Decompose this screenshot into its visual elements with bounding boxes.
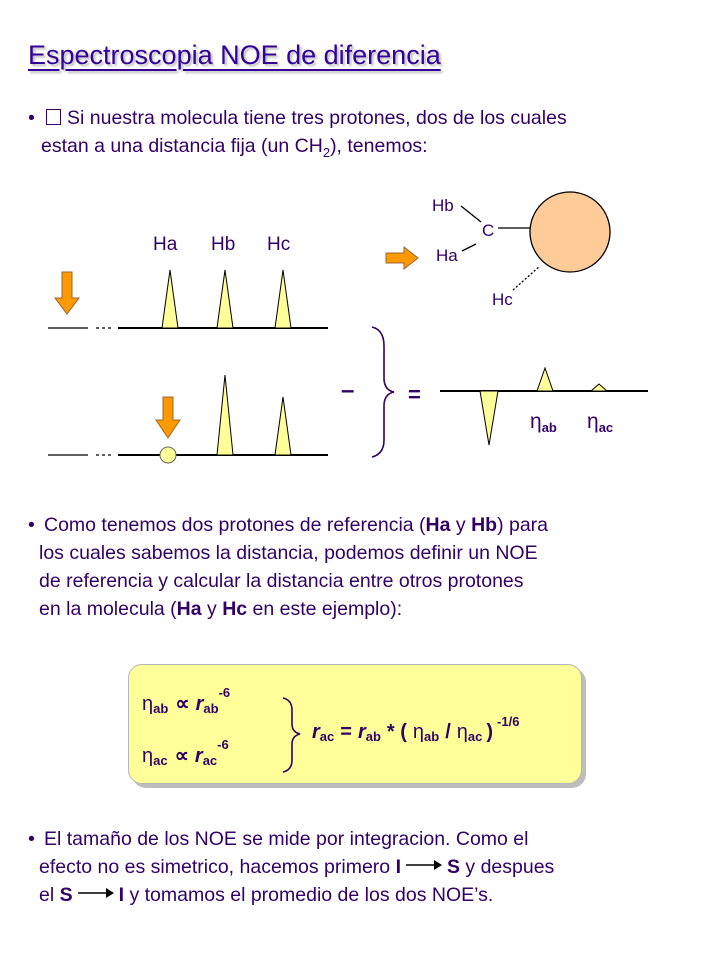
- irradiation-arrow-icon: [156, 397, 180, 438]
- atom-ha: Ha: [436, 246, 458, 265]
- equations: [128, 664, 580, 782]
- proportion-ac: ηac ∝ rac$^{-6}$: [142, 737, 229, 768]
- reference-spectrum: [48, 270, 328, 328]
- peak-label-hc: Hc: [267, 234, 291, 255]
- intro-line-2: estan a una distancia fija (un $CH_2$), tenemos:: [41, 135, 428, 160]
- noe-peak-ac: [591, 384, 607, 391]
- molecule-drawing: [386, 192, 610, 309]
- page-title: Espectroscopia NOE de diferencia: [28, 40, 441, 70]
- equals-sign: =: [408, 382, 421, 407]
- integration-paragraph: • El tamaño de los NOE se mide por integracion. Como el efecto no es simetrico, hacemos primero I S y despues el S I y tomamos el promedio de los dos NOE’s.: [28, 828, 555, 906]
- atom-hb: Hb: [432, 196, 454, 215]
- eta-ac-label: ηac: [587, 410, 614, 435]
- irradiation-arrow-icon: [55, 272, 79, 314]
- minus-sign: –: [341, 377, 355, 404]
- reference-paragraph: • Como tenemos dos protones de referencia (Ha y Hb) para los cuales sabemos la distancia, podemos definir un NOE de referencia y calcular la distancia entre otros protones en la molecula (Ha y Hc en este ejemplo):: [28, 514, 549, 620]
- peak-hc-enhanced: [275, 397, 291, 455]
- peak-label-hb: Hb: [211, 234, 236, 255]
- atom-c: C: [482, 221, 495, 240]
- peak-label-ha: Ha: [153, 234, 178, 255]
- peak-ha: [162, 270, 178, 328]
- checkbox-glyph-icon: [46, 109, 61, 125]
- proportion-ab: ηab ∝ rab$^{-6}$: [142, 685, 231, 716]
- distance-equation: rac = rab * ( ηab / ηac ) $^{-1/6}$: [312, 714, 520, 744]
- intro-paragraph: [28, 104, 567, 167]
- peak-hb-enhanced: [217, 375, 233, 455]
- equation-brace: [283, 698, 300, 772]
- brace: [372, 327, 394, 457]
- arrow-right-icon: [405, 858, 443, 872]
- irradiated-spectrum: [48, 375, 328, 463]
- eta-ab-label: ηab: [530, 410, 557, 435]
- arrow-right-icon: [77, 886, 115, 900]
- intro-line-1: • Si nuestra molecula tiene tres protones, dos de los cuales: [28, 107, 567, 129]
- irradiation-arrow-icon: [386, 247, 418, 269]
- noe-diagram: [0, 180, 720, 470]
- molecule-body: [530, 192, 610, 272]
- negative-peak: [480, 391, 498, 445]
- saturated-peak-marker: [160, 447, 176, 463]
- atom-hc: Hc: [492, 290, 513, 309]
- noe-peak-ab: [537, 368, 553, 391]
- peak-hb: [217, 270, 233, 328]
- peak-hc: [275, 270, 291, 328]
